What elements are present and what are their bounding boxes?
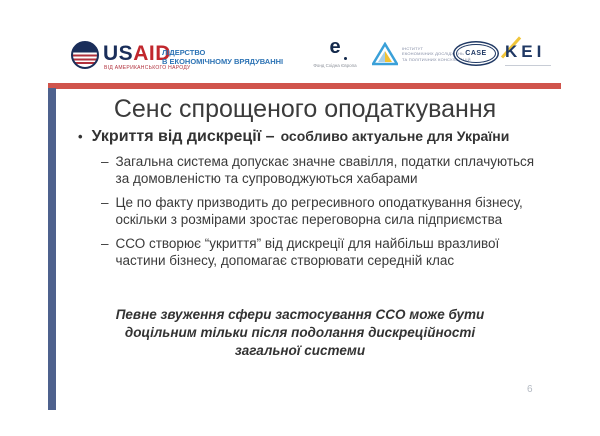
bullet-marker: •: [78, 129, 83, 144]
usaid-wordmark-aid: AID: [133, 42, 171, 65]
kei-label: KEI: [505, 42, 546, 61]
usaid-program-line1: ЛІДЕРСТВО: [162, 48, 206, 57]
east-europe-foundation-logo: [313, 36, 357, 68]
bullet-heading-lead: Укриття від дискреції –: [91, 128, 275, 145]
dash-marker: –: [101, 154, 109, 169]
eef-label: Фонд Східна Європа: [313, 63, 357, 68]
case-logo: [455, 44, 497, 63]
kei-logo: [505, 42, 553, 66]
list-item: [101, 194, 537, 228]
bullet-heading-rest: особливо актуальне для України: [280, 128, 510, 144]
top-accent-bar: [48, 83, 561, 89]
usaid-wordmark: [103, 42, 171, 66]
ier-line2: ЕКОНОМІЧНИХ ДОСЛІДЖЕНЬ: [402, 51, 465, 57]
dash-marker: –: [101, 195, 109, 210]
ier-triangle-icon: [372, 42, 398, 66]
slide-title: Сенс спрощеного оподаткування: [113, 95, 497, 123]
usaid-program-title: [162, 48, 283, 66]
usaid-wordmark-us: US: [103, 42, 134, 65]
callout-text: Певне звуження сфери застосування ССО може бути доцільним тільки після подолання дискреційності загальної системи: [115, 307, 485, 358]
sub-bullet-text: Загальна система допускає значне свавілля, податки сплачуються за домовленістю та супроводжуються хабарами: [115, 154, 535, 186]
eef-dot-icon: [344, 57, 347, 60]
case-label: CASE: [465, 50, 487, 57]
sub-bullet-text: ССО створює “укриття” від дискреції для найбільш вразливої частини бізнесу, допомагає створювати середній клас: [115, 236, 500, 268]
sub-bullet-text: Це по факту призводить до регресивного оподаткування бізнесу, оскільки з розмірами зростає переговорна сила підприємства: [115, 195, 523, 227]
ier-line3: ТА ПОЛІТИЧНИХ КОНСУЛЬТАЦІЙ: [402, 56, 471, 62]
ier-line1: ІНСТИТУТ: [402, 45, 424, 51]
list-item: [101, 153, 537, 187]
kei-subline: [505, 65, 551, 66]
eef-e-icon: e: [329, 36, 341, 58]
bullet-heading: [78, 128, 558, 146]
case-oval-icon: [456, 44, 496, 63]
dash-marker: –: [101, 236, 109, 251]
page-number: 6: [527, 384, 533, 395]
left-accent-bar: [48, 88, 56, 410]
sub-bullet-list: [101, 153, 537, 276]
usaid-program-line2: В ЕКОНОМІЧНОМУ ВРЯДУВАННІ: [162, 57, 284, 66]
usaid-seal-icon: [71, 41, 99, 69]
list-item: [101, 235, 537, 269]
usaid-tagline: ВІД АМЕРИКАНСЬКОГО НАРОДУ: [104, 65, 191, 71]
